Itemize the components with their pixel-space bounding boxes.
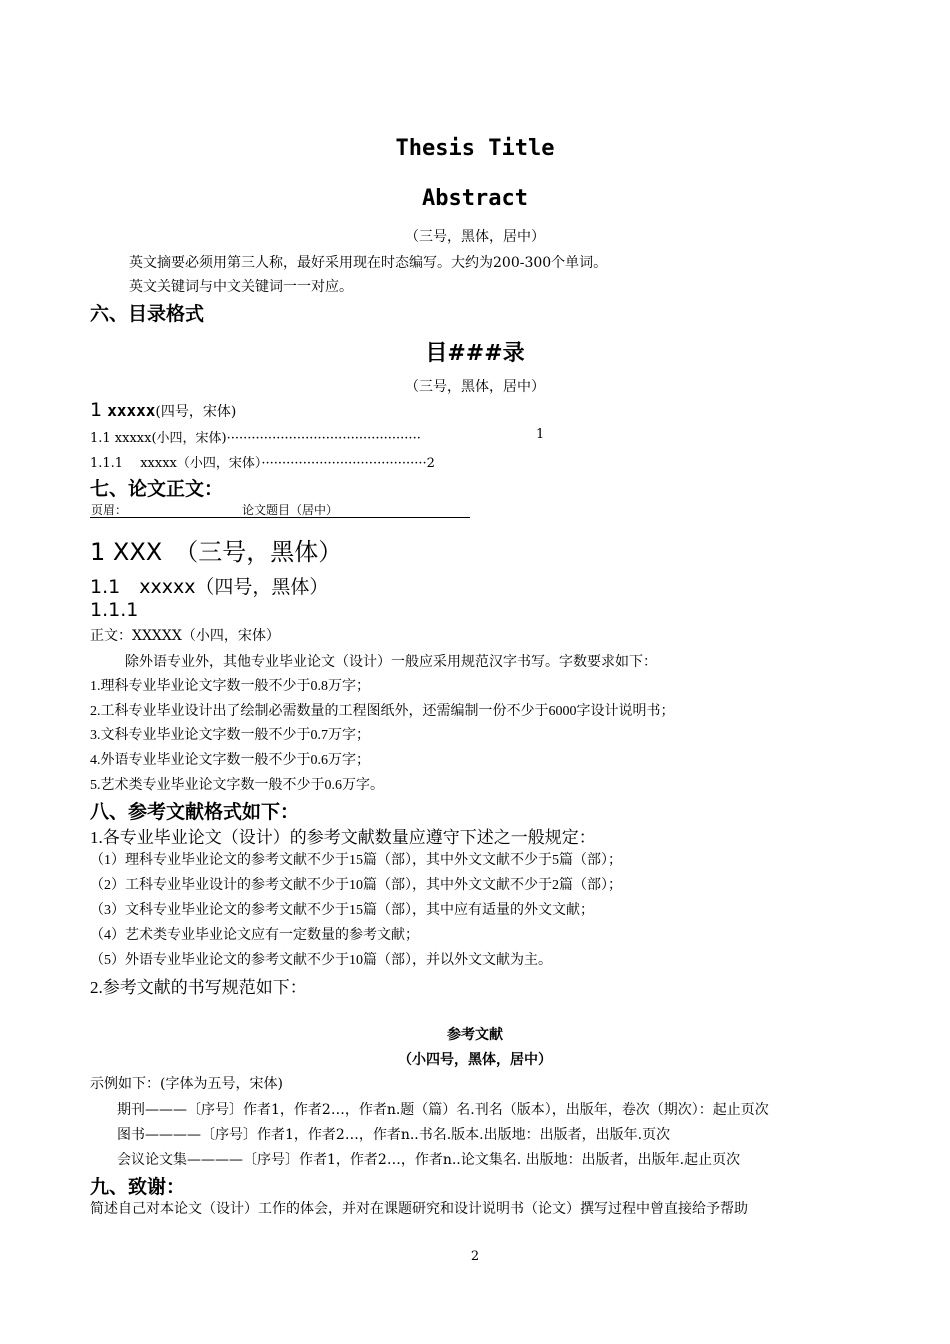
toc-level1-note: (四号，宋体) <box>155 404 237 420</box>
thanks-heading: 九、致谢： <box>90 1176 186 1198</box>
thanks-text: 简述自己对本论文（设计）工作的体会，并对在课题研究和设计说明书（论文）撰写过程中曾直接给予帮助 <box>90 1201 748 1217</box>
toc-level1-number: 1 <box>90 399 103 421</box>
toc-level1-text: xxxxx <box>107 401 156 420</box>
toc-level2-entry: 1.1 xxxxx(小四，宋体)··············································· <box>90 431 421 446</box>
ref-rule: （1）理科专业毕业论文的参考文献不少于15篇（部），其中外文文献不少于5篇（部）； <box>90 853 622 868</box>
list-item: 3.文科专业毕业论文字数一般不少于0.7万字； <box>90 728 370 743</box>
body-intro: 除外语专业外，其他专业毕业论文（设计）一般应采用规范汉字书写。字数要求如下： <box>125 654 657 670</box>
header-underline <box>90 517 470 518</box>
toc-level2-page: 1 <box>536 427 545 442</box>
toc-section-heading: 六、目录格式 <box>90 303 205 325</box>
ref-rule: （5）外语专业毕业论文的参考文献不少于10篇（部），并以外文文献为主。 <box>90 953 552 968</box>
ref-example-label: 示例如下：(字体为五号，宋体) <box>90 1076 283 1092</box>
thesis-title: Thesis Title <box>395 136 555 161</box>
section-heading: 1.1 xxxxx（四号，黑体） <box>90 576 329 598</box>
ref-rule-heading: 1.各专业毕业论文（设计）的参考文献数量应遵守下述之一般规定： <box>90 828 596 847</box>
abstract-paragraph-2: 英文关键词与中文关键词一一对应。 <box>129 279 353 295</box>
ref-list-format-note: （小四号，黑体，居中） <box>398 1052 552 1068</box>
list-item: 4.外语专业毕业论文字数一般不少于0.6万字； <box>90 753 370 768</box>
abstract-format-note: （三号，黑体，居中） <box>405 229 545 245</box>
ref-rule: （2）工科专业毕业设计的参考文献不少于10篇（部），其中外文文献不少于2篇（部）； <box>90 878 622 893</box>
header-center-text: 论文题目（居中） <box>242 503 339 517</box>
toc-level3-entry: 1.1.1 xxxxx（小四，宋体）········································2 <box>90 456 435 471</box>
ref-rule: （3）文科专业毕业论文的参考文献不少于15篇（部），其中应有适量的外文文献； <box>90 903 594 918</box>
abstract-paragraph-1: 英文摘要必须用第三人称，最好采用现在时态编写。大约为200-300个单词。 <box>129 255 608 271</box>
body-section-heading: 七、论文正文： <box>90 478 224 500</box>
ref-example-proceedings: 会议论文集————〔序号〕作者1，作者2…，作者n..论文集名. 出版地：出版者，出版年.起止页次 <box>117 1152 741 1168</box>
ref-format-heading: 2.参考文献的书写规范如下： <box>90 978 307 997</box>
toc-title: 目###录 <box>425 341 525 366</box>
ref-rule: （4）艺术类专业毕业论文应有一定数量的参考文献； <box>90 928 419 943</box>
ref-example-book: 图书————〔序号〕作者1，作者2…，作者n..书名.版本.出版地：出版者，出版年.页次 <box>117 1127 671 1143</box>
chapter-heading: 1 XXX （三号，黑体） <box>90 538 343 566</box>
subsection-heading: 1.1.1 <box>90 599 139 621</box>
body-text-label: 正文：XXXXX（小四，宋体） <box>90 628 280 644</box>
header-label: 页眉： <box>91 503 128 517</box>
list-item: 2.工科专业毕业设计出了绘制必需数量的工程图纸外，还需编制一份不少于6000字设计说明书； <box>90 704 675 719</box>
ref-section-heading: 八、参考文献格式如下： <box>90 801 300 823</box>
abstract-heading: Abstract <box>422 186 528 211</box>
ref-list-title: 参考文献 <box>447 1027 503 1043</box>
toc-level1-entry <box>90 399 236 421</box>
ref-example-journal: 期刊———〔序号〕作者1，作者2…，作者n.题（篇）名.刊名（版本），出版年，卷次（期次）：起止页次 <box>117 1102 769 1118</box>
toc-format-note: （三号，黑体，居中） <box>405 379 545 395</box>
list-item: 5.艺术类专业毕业论文字数一般不少于0.6万字。 <box>90 778 384 793</box>
list-item: 1.理科专业毕业论文字数一般不少于0.8万字； <box>90 679 370 694</box>
page-number: 2 <box>470 1249 480 1264</box>
